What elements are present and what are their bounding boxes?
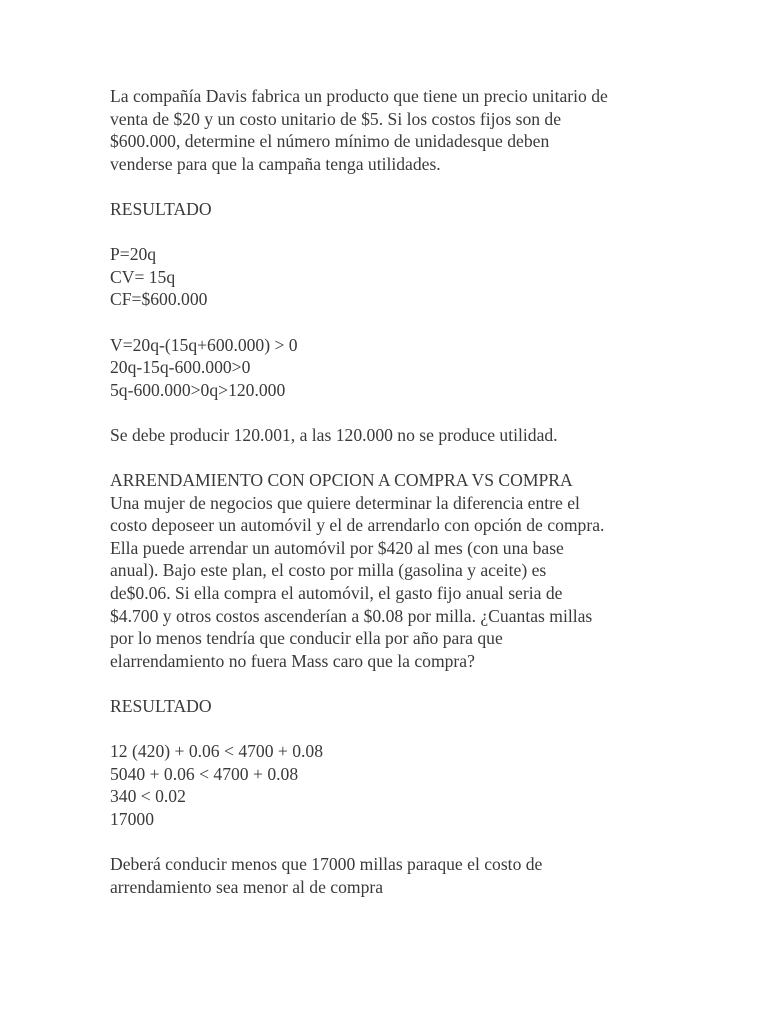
equation-line: 5040 + 0.06 < 4700 + 0.08: [110, 763, 299, 784]
equation-line: 20q-15q-600.000>0: [110, 357, 251, 378]
problem2-conclusion: [110, 853, 670, 898]
text-line: venderse para que la campaña tenga utilidades.: [110, 153, 441, 174]
problem1-definitions: [110, 243, 670, 311]
text-line: La compañía Davis fabrica un producto que tiene un precio unitario de: [110, 86, 608, 106]
text-line: $600.000, determine el número mínimo de unidadesque deben: [110, 131, 550, 152]
equation-line: V=20q-(15q+600.000) > 0: [110, 334, 298, 355]
equation-line: 340 < 0.02: [110, 786, 186, 807]
document-page: [110, 85, 670, 898]
problem2-steps: [110, 740, 670, 830]
text-line: Ella puede arrendar un automóvil por $420 al mes (con una base: [110, 537, 564, 558]
problem1-steps: [110, 334, 670, 402]
result-heading: RESULTADO: [110, 696, 212, 717]
result-heading: RESULTADO: [110, 198, 212, 219]
text-line: Una mujer de negocios que quiere determinar la diferencia entre el: [110, 492, 580, 513]
text-line: Deberá conducir menos que 17000 millas paraque el costo de: [110, 854, 543, 875]
text-line: $4.700 y otros costos ascenderían a $0.08 por milla. ¿Cuantas millas: [110, 605, 593, 626]
problem2-statement: [110, 492, 670, 673]
text-line: de$0.06. Si ella compra el automóvil, el gasto fijo anual seria de: [110, 583, 563, 604]
text-line: anual). Bajo este plan, el costo por milla (gasolina y aceite) es: [110, 560, 547, 581]
definition-line: CF=$600.000: [110, 289, 208, 310]
equation-line: 5q-600.000>0q>120.000: [110, 379, 286, 400]
text-line: por lo menos tendría que conducir ella por año para que: [110, 628, 503, 649]
definition-line: CV= 15q: [110, 266, 176, 287]
section-title: ARRENDAMIENTO CON OPCION A COMPRA VS COMPRA: [110, 470, 573, 491]
text-line: elarrendamiento no fuera Mass caro que la compra?: [110, 650, 475, 671]
problem1-conclusion: Se debe producir 120.001, a las 120.000 no se produce utilidad.: [110, 424, 558, 445]
text-line: costo deposeer un automóvil y el de arrendarlo con opción de compra.: [110, 515, 605, 536]
problem1-statement: [110, 85, 670, 175]
definition-line: P=20q: [110, 244, 157, 265]
text-line: arrendamiento sea menor al de compra: [110, 876, 384, 897]
equation-line: 12 (420) + 0.06 < 4700 + 0.08: [110, 741, 324, 762]
text-line: venta de $20 y un costo unitario de $5. Si los costos fijos son de: [110, 108, 562, 129]
equation-line: 17000: [110, 809, 154, 829]
